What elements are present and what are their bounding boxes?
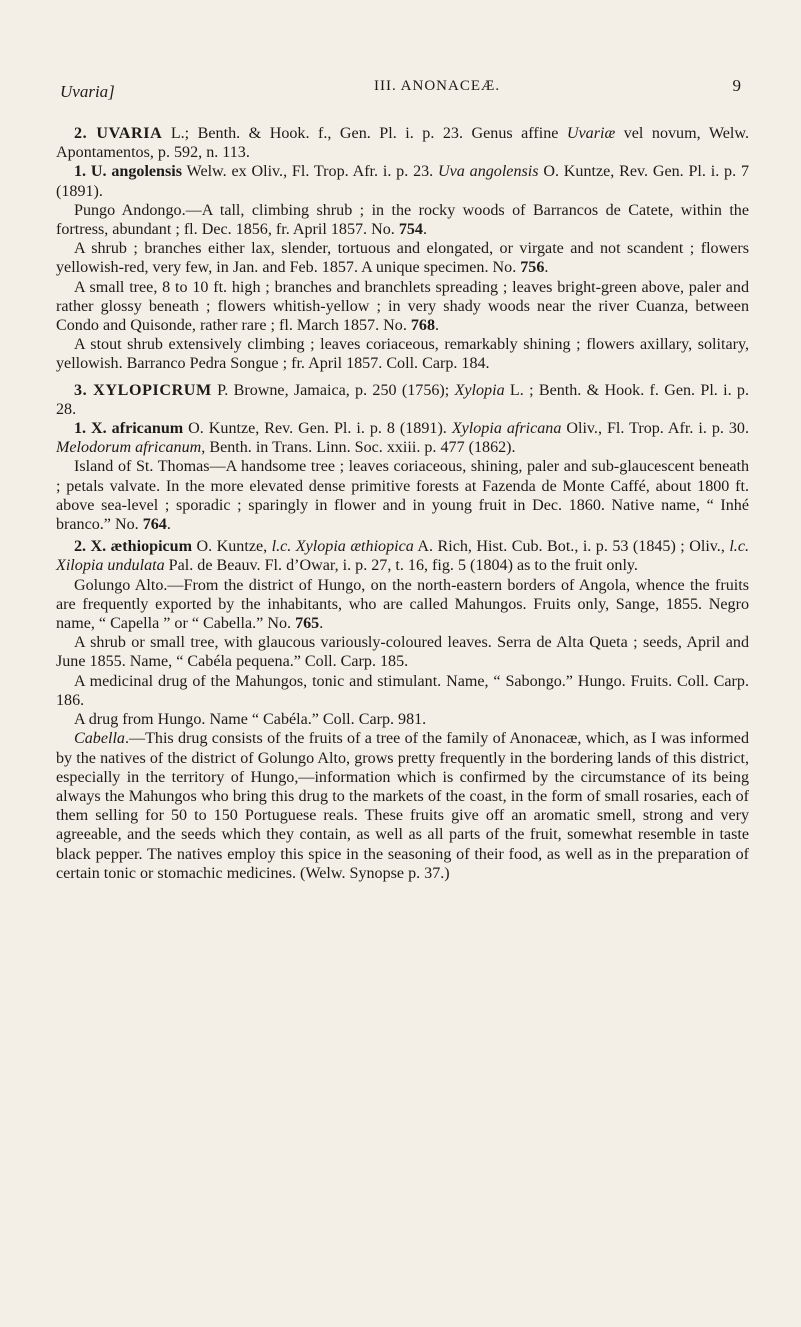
text-run: O. Kuntze, Rev. Gen. Pl. i. p. 7 (1891).	[56, 163, 749, 200]
paragraph-p13	[56, 672, 749, 710]
text-run: A stout shrub extensively climbing ; leaves coriaceous, remarkably shining ; flowers axillary, solitary, yellowish. Barranco Pedra Songue ; fr. April 1857. Coll. Carp. 184.	[56, 336, 749, 373]
text-run: L.; Benth. & Hook. f., Gen. Pl. i. p. 23. Genus affine	[162, 125, 567, 142]
text-run: A medicinal drug of the Mahungos, tonic and stimulant. Name, “ Sabongo.” Hungo. Fruits. Coll. Carp. 186.	[56, 672, 749, 709]
text-run: .—This drug consists of the fruits of a tree of the family of Anonaceæ, which, as I was informed by the natives of the district of Golungo Alto, grows pretty frequently in the bordering lands of this district, especially in the territory of Hungo,—information which is confirmed by the circumstance of its being always the Mahungos who bring this drug to the markets of the coast, in the form of small rosaries, each of them selling for 50 to 150 Portuguese reals. These fruits give off an aromatic smell, strong and very agreeable, and the seeds which they contain, as well as all parts of the fruit, somewhat resemble in taste black pepper. The natives employ this spice in the seasoning of their food, as well as in the preparation of certain tonic or stomachic medicines. (Welw. Synopse p. 37.)	[56, 730, 749, 882]
italic-term: Xylopia africana	[451, 420, 562, 438]
text-run: O. Kuntze, Rev. Gen. Pl. i. p. 8 (1891).	[183, 420, 452, 438]
bold-term: 1. X. africanum	[74, 420, 184, 438]
paragraph-p5	[56, 278, 749, 336]
text-run: A small tree, 8 to 10 ft. high ; branches and branchlets spreading ; leaves bright-green above, paler and rather glossy beneath ; flowers whitish-yellow ; in very shady woods near the river Cuanza, between Condo and Quisonde, rather rare ; fl. March 1857. No.	[56, 278, 749, 335]
italic-term: Xylopia	[454, 381, 505, 399]
bold-term: 756	[520, 259, 545, 277]
paragraph-p12	[56, 633, 749, 671]
bold-term: 1. U. angolensis	[74, 163, 183, 181]
italic-term: Xylopia æthiopica	[295, 538, 414, 556]
italic-term: l.c.	[271, 538, 292, 556]
page-body	[56, 124, 749, 883]
paragraph-p11	[56, 576, 749, 634]
text-run: Welw. ex Oliv., Fl. Trop. Afr. i. p. 23.	[182, 163, 439, 181]
text-run: P. Browne, Jamaica, p. 250 (1756);	[211, 381, 455, 399]
paragraph-p7	[56, 381, 749, 419]
text-run: A shrub or small tree, with glaucous variously-coloured leaves. Serra de Alta Queta ; seeds, April and June 1855. Name, “ Cabéla pequena.” Coll. Carp. 185.	[56, 634, 749, 671]
text-run: Oliv., Fl. Trop. Afr. i. p. 30.	[561, 420, 749, 438]
paragraph-p15	[56, 729, 749, 883]
italic-term: Cabella	[74, 730, 125, 748]
paragraph-p3	[56, 201, 749, 239]
header-family: III. ANONACEÆ.	[374, 78, 501, 94]
paragraph-p8	[56, 419, 749, 457]
text-run: .	[435, 317, 440, 335]
bold-term: 2. X. æthiopicum	[74, 538, 193, 556]
text-run: .	[319, 615, 324, 633]
text-run: .	[544, 259, 549, 277]
italic-term: Xilopia undulata	[56, 557, 165, 575]
text-run: Pal. de Beauv. Fl. d’Owar, i. p. 27, t. 16, fig. 5 (1804) as to the fruit only.	[164, 557, 638, 575]
text-run: Island of St. Thomas—A handsome tree ; leaves coriaceous, shining, paler and sub-glaucescent beneath ; petals valvate. In the more elevated dense primitive forests at Fazenda de Monte Caffé, about 1800 ft. above sea-level ; sporadic ; sparingly in flower and in young fruit in Dec. 1860. Native name, “ Inhé branco.” No.	[56, 458, 749, 534]
text-run: A shrub ; branches either lax, slender, tortuous and elongated, or virgate and not scandent ; flowers yellowish-red, very few, in Jan. and Feb. 1857. A unique specimen. No.	[56, 240, 749, 277]
bold-term: 754	[398, 221, 423, 239]
bold-term: 764	[142, 516, 167, 534]
paragraph-p4	[56, 239, 749, 277]
paragraph-p9	[56, 457, 749, 534]
bold-term: 768	[410, 317, 436, 335]
genus-heading: 2. UVARIA	[74, 125, 163, 142]
text-run: A drug from Hungo. Name “ Cabéla.” Coll. Carp. 981.	[74, 711, 427, 729]
text-run: A. Rich, Hist. Cub. Bot., i. p. 53 (1845) ; Oliv.,	[413, 538, 730, 556]
italic-term: Melodorum africanum	[56, 439, 202, 457]
paragraph-p2	[56, 162, 749, 200]
text-run: vel novum, Welw. Apontamentos, p. 592, n. 113.	[56, 125, 749, 162]
text-run: Golungo Alto.—From the district of Hungo, on the north-eastern borders of Angola, whence the fruits are frequently exported by the inhabitants, who are called Mahungos. Fruits only, Sange, 1855. Negro name, “ Capella ” or “ Cabella.” No.	[56, 576, 749, 633]
paragraph-p6	[56, 335, 749, 373]
bold-term: 765	[295, 615, 320, 633]
italic-term: Uva angolensis	[438, 163, 539, 181]
paragraph-p14	[56, 710, 749, 729]
text-run: .	[166, 516, 171, 534]
text-run: L. ; Benth. & Hook. f. Gen. Pl. i. p. 28.	[56, 381, 749, 418]
text-run: .	[422, 221, 427, 239]
header-genus: Uvaria]	[60, 82, 115, 101]
text-run: Pungo Andongo.—A tall, climbing shrub ; in the rocky woods of Barrancos de Catete, within the fortress, abundant ; fl. Dec. 1856, fr. April 1857. No.	[56, 201, 749, 239]
paragraph-p1	[56, 124, 749, 162]
page-number: 9	[732, 76, 741, 95]
paragraph-p10	[56, 537, 749, 575]
italic-term: l.c.	[729, 538, 749, 556]
italic-term: Uvariæ	[566, 125, 616, 142]
text-run: , Benth. in Trans. Linn. Soc. xxiii. p. 477 (1862).	[201, 439, 516, 457]
genus-heading: 3. XYLOPICRUM	[74, 381, 212, 399]
text-run: O. Kuntze,	[192, 538, 272, 556]
running-header	[56, 60, 749, 102]
